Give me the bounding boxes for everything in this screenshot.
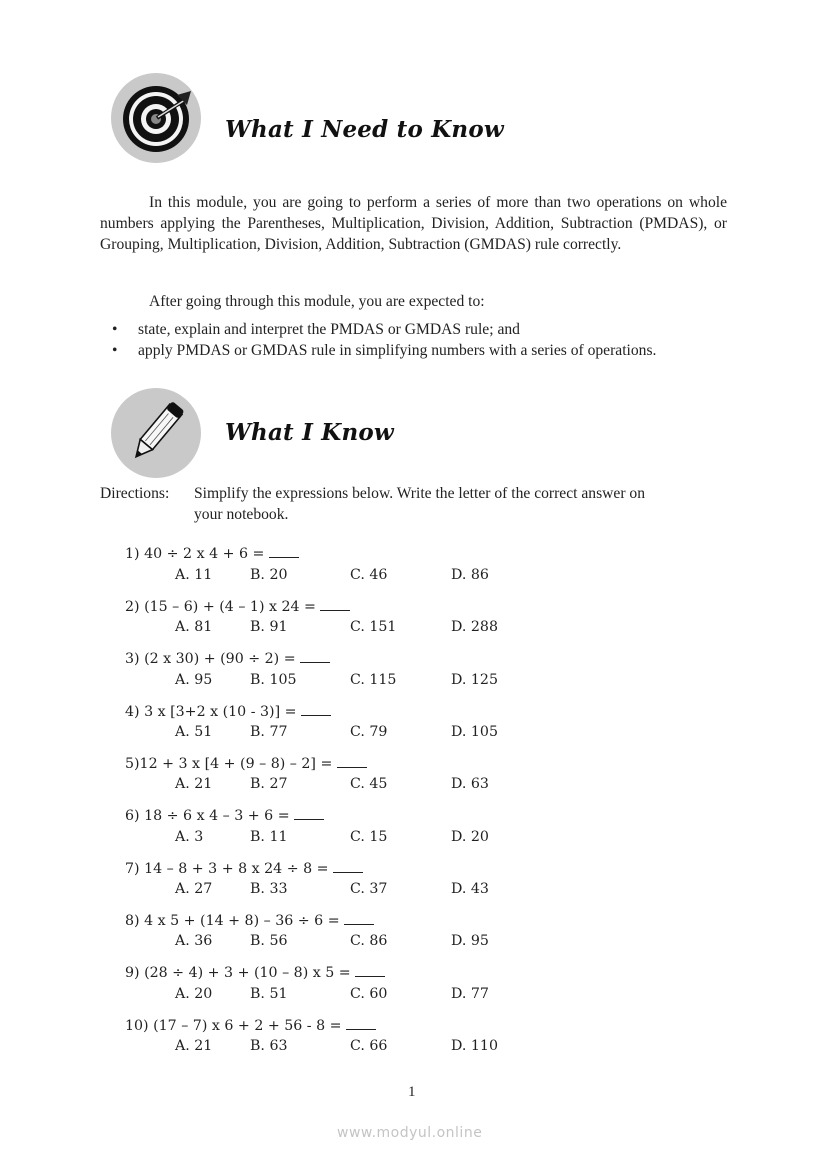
answer-blank[interactable] (344, 912, 374, 925)
option-a: A. 21 (175, 776, 213, 792)
option-c: C. 66 (350, 1038, 388, 1054)
objective-item: • apply PMDAS or GMDAS rule in simplifying numbers with a series of operations. (112, 342, 657, 359)
answer-blank[interactable] (269, 545, 299, 558)
expectations-lead: After going through this module, you are expected to: (149, 293, 485, 310)
answer-blank[interactable] (333, 860, 363, 873)
question-4: 4) 3 x [3+2 x (10 - 3)] = (125, 703, 331, 720)
answer-blank[interactable] (337, 755, 367, 768)
answer-blank[interactable] (320, 598, 350, 611)
answer-blank[interactable] (294, 807, 324, 820)
question-8: 8) 4 x 5 + (14 + 8) – 36 ÷ 6 = (125, 912, 374, 929)
question-3: 3) (2 x 30) + (90 ÷ 2) = (125, 650, 330, 667)
option-c: C. 86 (350, 933, 388, 949)
answer-blank[interactable] (355, 964, 385, 977)
option-d: D. 288 (451, 619, 498, 635)
question-5: 5)12 + 3 x [4 + (9 – 8) – 2] = (125, 755, 367, 772)
question-9: 9) (28 ÷ 4) + 3 + (10 – 8) x 5 = (125, 964, 385, 981)
question-2: 2) (15 – 6) + (4 – 1) x 24 = (125, 598, 350, 615)
section-title-what-i-need-to-know: What I Need to Know (225, 116, 504, 143)
option-d: D. 43 (451, 881, 489, 897)
option-c: C. 37 (350, 881, 388, 897)
directions-label: Directions: (100, 485, 170, 502)
option-c: C. 15 (350, 829, 388, 845)
option-a: A. 27 (175, 881, 213, 897)
option-c: C. 45 (350, 776, 388, 792)
option-c: C. 115 (350, 672, 397, 688)
option-b: B. 77 (250, 724, 288, 740)
option-a: A. 95 (175, 672, 213, 688)
option-a: A. 21 (175, 1038, 213, 1054)
question-1: 1) 40 ÷ 2 x 4 + 6 = (125, 545, 299, 562)
option-a: A. 3 (175, 829, 204, 845)
option-d: D. 95 (451, 933, 489, 949)
directions-text-line1: Simplify the expressions below. Write the letter of the correct answer on (194, 485, 646, 502)
option-a: A. 81 (175, 619, 213, 635)
target-icon (111, 73, 201, 163)
answer-blank[interactable] (301, 703, 331, 716)
option-b: B. 63 (250, 1038, 288, 1054)
option-b: B. 20 (250, 567, 288, 583)
option-c: C. 79 (350, 724, 388, 740)
option-b: B. 91 (250, 619, 288, 635)
answer-blank[interactable] (300, 650, 330, 663)
page-number: 1 (408, 1084, 416, 1100)
option-d: D. 125 (451, 672, 498, 688)
question-10: 10) (17 – 7) x 6 + 2 + 56 - 8 = (125, 1017, 376, 1034)
option-d: D. 20 (451, 829, 489, 845)
option-b: B. 105 (250, 672, 297, 688)
intro-paragraph: In this module, you are going to perform a series of more than two operations on whole numbers applying the Parentheses, Multiplication, Division, Addition, Subtraction (PMDAS), or Grouping, Multiplication, Division, Addition, Subtraction (GMDAS) rule correctly. (100, 194, 727, 253)
answer-blank[interactable] (346, 1017, 376, 1030)
option-d: D. 77 (451, 986, 489, 1002)
option-a: A. 20 (175, 986, 213, 1002)
watermark: www.modyul.online (337, 1125, 483, 1141)
option-d: D. 63 (451, 776, 489, 792)
option-b: B. 11 (250, 829, 288, 845)
option-a: A. 36 (175, 933, 213, 949)
option-d: D. 105 (451, 724, 498, 740)
option-a: A. 11 (175, 567, 213, 583)
question-7: 7) 14 – 8 + 3 + 8 x 24 ÷ 8 = (125, 860, 363, 877)
bullet-icon: • (112, 321, 118, 338)
option-d: D. 86 (451, 567, 489, 583)
pencil-icon (111, 388, 201, 478)
option-c: C. 60 (350, 986, 388, 1002)
option-b: B. 27 (250, 776, 288, 792)
directions-text-line2: your notebook. (194, 506, 289, 523)
option-c: C. 151 (350, 619, 397, 635)
option-b: B. 56 (250, 933, 288, 949)
section-title-what-i-know: What I Know (225, 419, 394, 446)
bullet-icon: • (112, 342, 118, 359)
question-6: 6) 18 ÷ 6 x 4 – 3 + 6 = (125, 807, 324, 824)
option-a: A. 51 (175, 724, 213, 740)
option-c: C. 46 (350, 567, 388, 583)
option-d: D. 110 (451, 1038, 498, 1054)
option-b: B. 51 (250, 986, 288, 1002)
option-b: B. 33 (250, 881, 288, 897)
objective-item: • state, explain and interpret the PMDAS or GMDAS rule; and (112, 321, 520, 338)
